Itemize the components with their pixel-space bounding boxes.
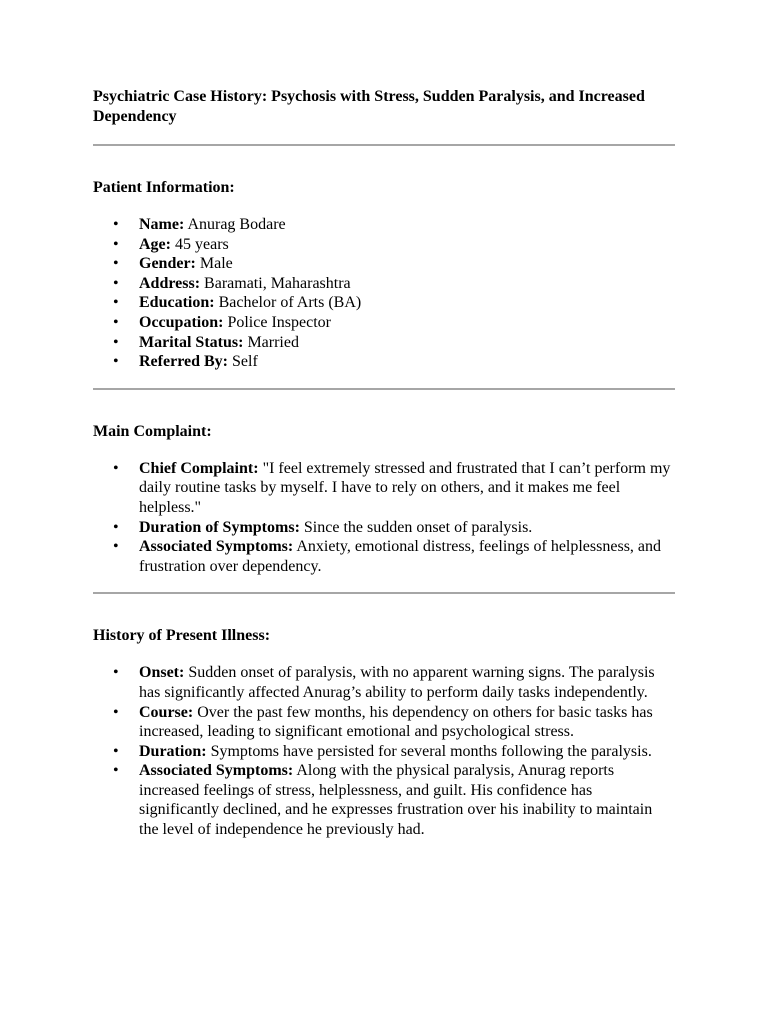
- list-item: [93, 215, 675, 235]
- item-label: Duration of Symptoms:: [139, 518, 300, 536]
- main-complaint-list: [93, 459, 675, 577]
- list-item: [93, 761, 675, 839]
- bullet-icon: •: [113, 333, 119, 351]
- list-item: [93, 663, 675, 702]
- list-item: [93, 235, 675, 255]
- list-item: [93, 742, 675, 762]
- list-item: [93, 333, 675, 353]
- bullet-icon: •: [113, 762, 119, 780]
- item-label: Onset:: [139, 664, 185, 682]
- item-value: Married: [247, 333, 299, 351]
- bullet-icon: •: [113, 313, 119, 331]
- item-value: Anurag Bodare: [187, 216, 286, 233]
- section-heading-present-illness: History of Present Illness:: [93, 627, 271, 645]
- item-label: Education:: [139, 294, 215, 312]
- item-value: Sudden onset of paralysis, with no apparent warning signs. The paralysis has significantly affected Anurag’s ability to perform daily tasks independently.: [139, 664, 655, 701]
- item-value: Bachelor of Arts (BA): [218, 294, 362, 312]
- item-label: Age:: [139, 235, 171, 253]
- bullet-icon: •: [113, 459, 119, 477]
- bullet-icon: •: [113, 664, 119, 682]
- list-item: [93, 293, 675, 313]
- document-body: [93, 87, 675, 840]
- bullet-icon: •: [113, 353, 119, 371]
- list-item: [93, 459, 675, 518]
- bullet-icon: •: [113, 518, 119, 536]
- list-item: [93, 537, 675, 576]
- bullet-icon: •: [113, 538, 119, 556]
- item-value: 45 years: [174, 235, 229, 253]
- item-value: Along with the physical paralysis, Anurag reports increased feelings of stress, helplessness, and guilt. His confidence has significantly declined, and he expresses frustration over his inability to maintain the level of independence he previously had.: [139, 762, 653, 839]
- item-label: Associated Symptoms:: [139, 538, 294, 556]
- bullet-icon: •: [113, 703, 119, 721]
- horizontal-divider: [93, 592, 675, 594]
- section-heading-main-complaint: Main Complaint:: [93, 422, 212, 440]
- item-value: Police Inspector: [227, 313, 331, 331]
- item-label: Duration:: [139, 742, 207, 760]
- item-label: Address:: [139, 274, 201, 292]
- bullet-icon: •: [113, 235, 119, 253]
- bullet-icon: •: [113, 255, 119, 273]
- item-label: Associated Symptoms:: [139, 762, 294, 780]
- item-label: Referred By:: [139, 353, 228, 371]
- horizontal-divider: [93, 388, 675, 390]
- item-label: Gender:: [139, 255, 196, 273]
- list-item: [93, 274, 675, 294]
- item-label: Chief Complaint:: [139, 459, 259, 477]
- list-item: [93, 518, 675, 538]
- item-value: Symptoms have persisted for several months following the paralysis.: [210, 742, 652, 760]
- item-label: Name:: [139, 216, 185, 233]
- item-value: Over the past few months, his dependency on others for basic tasks has increased, leading to significant emotional and psychological stress.: [139, 703, 653, 741]
- patient-information-list: [93, 215, 675, 372]
- item-value: "I feel extremely stressed and frustrated that I can’t perform my daily routine tasks by myself. I have to rely on others, and it makes me feel helpless.": [139, 459, 671, 516]
- bullet-icon: •: [113, 294, 119, 312]
- item-label: Occupation:: [139, 313, 224, 331]
- section-heading-patient-information: Patient Information:: [93, 179, 235, 196]
- item-label: Course:: [139, 703, 194, 721]
- list-item: [93, 703, 675, 742]
- item-value: Anxiety, emotional distress, feelings of helplessness, and frustration over dependency.: [139, 538, 662, 575]
- item-value: Self: [232, 353, 258, 371]
- bullet-icon: •: [113, 742, 119, 760]
- list-item: [93, 254, 675, 274]
- list-item: [93, 352, 675, 372]
- document-title: Psychiatric Case History: Psychosis with Stress, Sudden Paralysis, and Increased Dependency: [93, 88, 645, 125]
- bullet-icon: •: [113, 274, 119, 292]
- present-illness-list: [93, 663, 675, 839]
- item-value: Since the sudden onset of paralysis.: [303, 518, 533, 536]
- list-item: [93, 313, 675, 333]
- item-value: Baramati, Maharashtra: [204, 274, 351, 292]
- item-value: Male: [199, 255, 233, 273]
- horizontal-divider: [93, 144, 675, 146]
- item-label: Marital Status:: [139, 333, 244, 351]
- bullet-icon: •: [113, 216, 119, 233]
